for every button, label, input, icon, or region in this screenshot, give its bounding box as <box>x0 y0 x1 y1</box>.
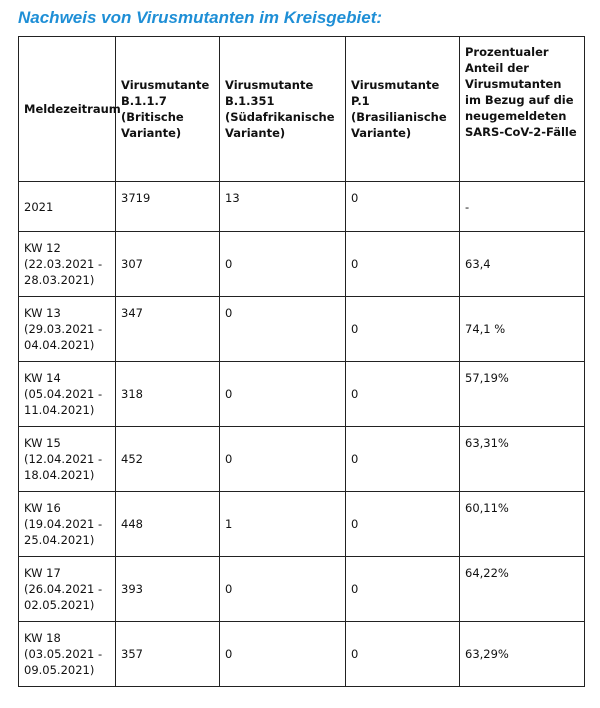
table-row <box>19 622 585 687</box>
cell-b1351: 0 <box>220 427 346 492</box>
cell-share: 57,19% <box>460 362 585 427</box>
column-header-share: Prozentualer Anteil der Virusmutanten im Bezug auf die neugemeldeten SARS-CoV-2-Fälle <box>460 37 585 182</box>
cell-period: KW 15 (12.04.2021 - 18.04.2021) <box>19 427 116 492</box>
table-row <box>19 232 585 297</box>
cell-share: - <box>460 182 585 232</box>
table-row <box>19 362 585 427</box>
cell-b117: 3719 <box>116 182 220 232</box>
cell-period: KW 16 (19.04.2021 - 25.04.2021) <box>19 492 116 557</box>
cell-period: 2021 <box>19 182 116 232</box>
column-header-b1351: Virusmutante B.1.351 (Südafrikanische Variante) <box>220 37 346 182</box>
column-header-b117: Virusmutante B.1.1.7 (Britische Variante) <box>116 37 220 182</box>
cell-b1351: 1 <box>220 492 346 557</box>
page-title: Nachweis von Virusmutanten im Kreisgebiet: <box>18 8 383 27</box>
table-row <box>19 427 585 492</box>
cell-b1351: 13 <box>220 182 346 232</box>
cell-share: 74,1 % <box>460 297 585 362</box>
table-row <box>19 182 585 232</box>
cell-b1351: 0 <box>220 232 346 297</box>
table-row <box>19 297 585 362</box>
cell-b117: 452 <box>116 427 220 492</box>
table-row <box>19 557 585 622</box>
cell-b117: 357 <box>116 622 220 687</box>
cell-b1351: 0 <box>220 297 346 362</box>
cell-b117: 347 <box>116 297 220 362</box>
cell-period: KW 17 (26.04.2021 - 02.05.2021) <box>19 557 116 622</box>
cell-p1: 0 <box>346 492 460 557</box>
cell-b117: 318 <box>116 362 220 427</box>
cell-p1: 0 <box>346 232 460 297</box>
cell-period: KW 12 (22.03.2021 - 28.03.2021) <box>19 232 116 297</box>
table-row <box>19 492 585 557</box>
cell-b1351: 0 <box>220 362 346 427</box>
cell-b117: 448 <box>116 492 220 557</box>
cell-share: 64,22% <box>460 557 585 622</box>
cell-p1: 0 <box>346 622 460 687</box>
cell-p1: 0 <box>346 297 460 362</box>
header-row <box>19 37 585 182</box>
cell-b1351: 0 <box>220 557 346 622</box>
cell-p1: 0 <box>346 427 460 492</box>
cell-period: KW 18 (03.05.2021 - 09.05.2021) <box>19 622 116 687</box>
cell-b117: 307 <box>116 232 220 297</box>
cell-share: 63,4 <box>460 232 585 297</box>
cell-p1: 0 <box>346 182 460 232</box>
cell-b117: 393 <box>116 557 220 622</box>
cell-share: 60,11% <box>460 492 585 557</box>
cell-p1: 0 <box>346 557 460 622</box>
column-header-p1: Virusmutante P.1 (Brasilianische Variante) <box>346 37 460 182</box>
mutants-table <box>18 36 585 687</box>
cell-b1351: 0 <box>220 622 346 687</box>
cell-period: KW 14 (05.04.2021 - 11.04.2021) <box>19 362 116 427</box>
cell-share: 63,29% <box>460 622 585 687</box>
column-header-period: Meldezeitraum <box>19 37 116 182</box>
cell-period: KW 13 (29.03.2021 - 04.04.2021) <box>19 297 116 362</box>
cell-p1: 0 <box>346 362 460 427</box>
cell-share: 63,31% <box>460 427 585 492</box>
